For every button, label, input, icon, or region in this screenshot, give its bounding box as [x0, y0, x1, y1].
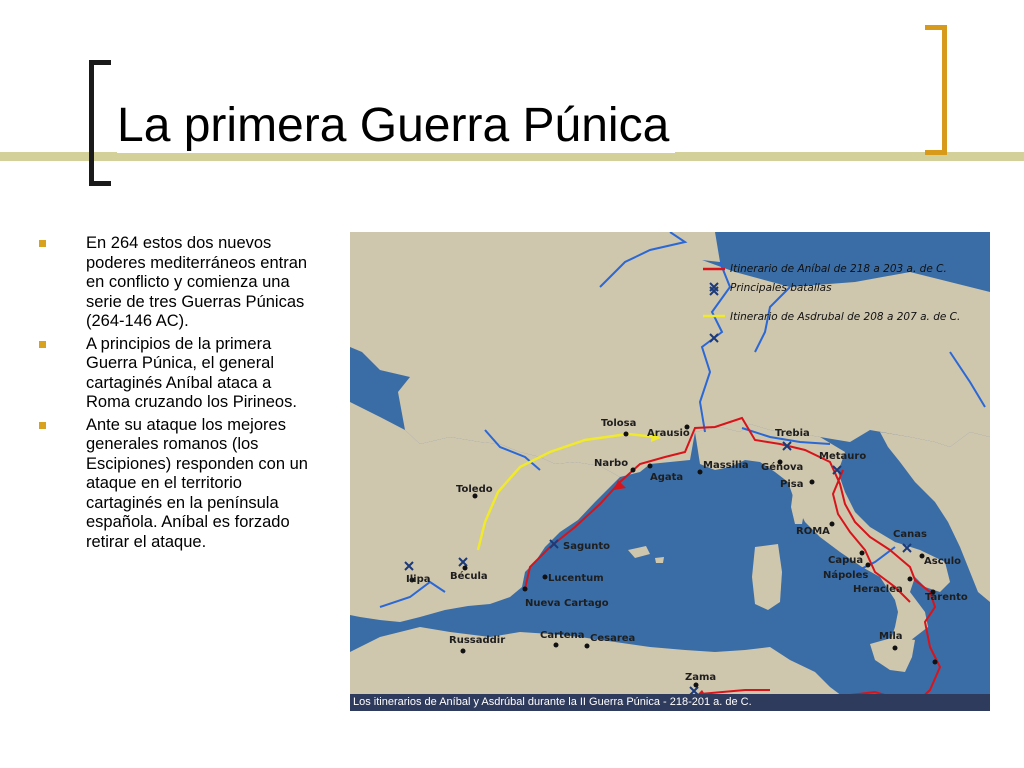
bullet-list: [34, 234, 316, 555]
place-label: Trebia: [775, 428, 810, 439]
place-label: Génova: [761, 462, 804, 473]
bullet-text: A principios de la primera Guerra Púnica, el general cartaginés Aníbal ataca a Roma cruzando los Pirineos.: [86, 334, 297, 411]
place-label: Arausio: [647, 428, 690, 439]
left-bracket-decoration: [89, 60, 111, 186]
bullet-text: Ante su ataque los mejores generales romanos (los Escipiones) responden con un ataque en el territorio cartaginés en la península española. Aníbal es forzado retirar el ataque.: [86, 415, 308, 551]
bullet-item: [34, 335, 316, 413]
legend-hasdrubal-label: Itinerario de Asdrubal de 208 a 207 a. de C.: [730, 311, 961, 323]
place-label: Cartena: [540, 630, 585, 641]
place-label: Nueva Cartago: [525, 598, 609, 609]
place-label: Cesarea: [590, 633, 636, 644]
sardinia-land: [752, 544, 782, 610]
place-label: Tarento: [925, 592, 968, 603]
slide-title: La primera Guerra Púnica: [117, 100, 675, 153]
place-label: Zama: [685, 672, 717, 683]
bullet-item: [34, 234, 316, 332]
square-bullet-icon: [39, 240, 46, 247]
square-bullet-icon: [39, 341, 46, 348]
place-label: Asculo: [924, 556, 962, 567]
title-underline-bar: [0, 152, 1024, 161]
place-label: Toledo: [456, 484, 493, 495]
place-label: Pisa: [780, 479, 804, 490]
legend-hannibal-label: Itinerario de Aníbal de 218 a 203 a. de C.: [730, 263, 947, 275]
place-label: ROMA: [796, 526, 830, 537]
place-label: Russaddir: [449, 635, 506, 646]
map-caption: Los itinerarios de Aníbal y Asdrúbal durante la II Guerra Púnica - 218-201 a. de C.: [350, 694, 990, 711]
right-bracket-decoration: [925, 25, 947, 155]
place-label: Mila: [879, 631, 903, 642]
bullet-text: En 264 estos dos nuevos poderes mediterráneos entran en conflicto y comienza una serie de tres Guerras Púnicas (264-146 AC).: [86, 234, 308, 330]
place-label: Sagunto: [563, 541, 610, 552]
balearic-island: [655, 557, 664, 563]
place-label: Massilia: [703, 460, 749, 471]
place-label: Narbo: [594, 458, 629, 469]
bullet-item: [34, 416, 316, 553]
legend-battles-label: Principales batallas: [730, 282, 832, 294]
place-label: Agata: [650, 472, 684, 483]
place-label: Lucentum: [548, 573, 604, 584]
place-label: Heraclea: [853, 584, 903, 595]
place-label: Capua: [828, 555, 864, 566]
punic-war-map: [350, 232, 990, 711]
place-label: Nápoles: [823, 570, 869, 581]
place-label: Ilipa: [406, 574, 431, 585]
place-label: Metauro: [819, 451, 867, 462]
place-label: Bécula: [450, 571, 488, 582]
map-graphic: [350, 232, 990, 711]
place-label: Canas: [893, 529, 927, 540]
square-bullet-icon: [39, 422, 46, 429]
place-label: Tolosa: [601, 418, 637, 429]
